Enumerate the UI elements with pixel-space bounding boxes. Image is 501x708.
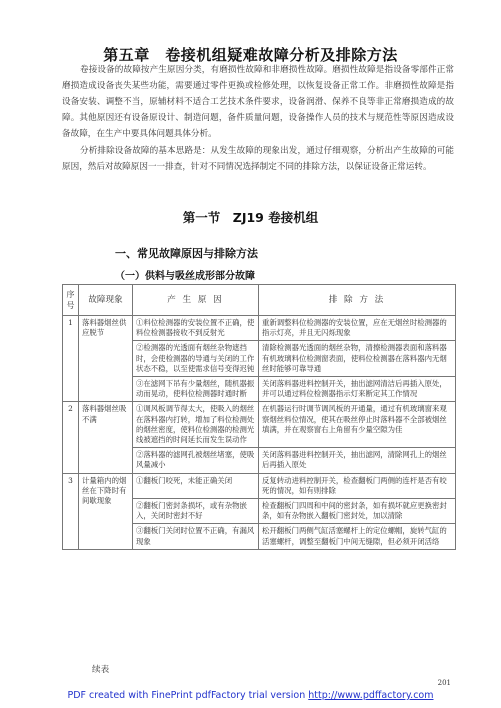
fault-cause: ①调风板调节得太大，使吸入的烟丝在落料器内打转，增加了料位检测处的烟丝密度，使料位检测器的检测光线被遮挡的时间延长而发生误动作 xyxy=(133,402,259,448)
fault-fix: 检查翻板门四周和中间的密封条，如有损坏就应更换密封条，如有杂物嵌入翻板门密封处，加以清除 xyxy=(259,499,456,524)
row-number: 3 xyxy=(63,473,79,549)
table-row xyxy=(63,402,456,448)
fault-cause: ②翻板门密封条损坏，或有杂物嵌入，关闭时密封不好 xyxy=(133,499,259,524)
intro-paragraph-1: 卷接设备的故障按产生原因分类，有磨损性故障和非磨损性故障。磨损性故障是指设备零部件正常磨损造成设备丧失某些功能，需要通过零件更换或检修处理，以恢复设备正常工作。非磨损性故障是指设备安装、调整不当，原辅材料不适合工艺技术条件要求，设备润滑、保养不良等非正常磨损造成的故障。其他原因还有设备原设计、制造问题，备件质量问题，设备操作人员的技术与规范性等原因造成设备故障，在生产中要具体问题具体分析。 xyxy=(62,65,454,139)
fault-cause: ②落料器的滤网孔被烟丝堵塞，使吸风量减小 xyxy=(133,448,259,473)
chapter-title: 第五章 卷接机组疑难故障分析及排除方法 xyxy=(103,46,398,64)
sub-subsection-heading: （一）供料与吸丝成形部分故障 xyxy=(115,271,255,282)
fault-fix: 关闭落料器进料控制开关，抽出滤网清洁后再插入原处，并可以通过料位检测器指示灯来断定其工作情况 xyxy=(259,377,456,402)
header-fix: 排 除 方 法 xyxy=(259,285,456,316)
row-number: 1 xyxy=(63,316,79,402)
fault-cause: ③翻板门关闭时位置不正确，有漏风现象 xyxy=(133,524,259,549)
fault-cause: ②检测器的光透面有烟丝杂物遮挡时，会使检测器的导通与关闭的工作状态不稳，以至使需求信号变得迟钝 xyxy=(133,341,259,377)
header-cause: 产 生 原 因 xyxy=(133,285,259,316)
header-symptom: 故障现象 xyxy=(79,285,133,316)
continued-label: 续表 xyxy=(92,665,110,675)
fault-fix: 重新调整料位检测器的安装位置，应在无烟丝时检测器的指示灯亮，并且无闪烁现象 xyxy=(259,316,456,341)
header-no: 序号 xyxy=(63,285,79,316)
fault-cause: ③在滤网下吊有少量烟丝，随机器振动而晃动，使料位检测器时通时断 xyxy=(133,377,259,402)
page-number: 201 xyxy=(437,679,451,687)
subsection-heading: 一、常见故障原因与排除方法 xyxy=(115,247,258,260)
fault-fix: 在机器运行时调节调风板的开通量，通过有机玻璃窗来观察烟丝料位情况，使其在吸丝停止时落料器不全部被烟丝填满，并在观察窗右上角留有少量空隙为佳 xyxy=(259,402,456,448)
fault-table xyxy=(62,284,456,550)
fault-cause: ①料位检测器的安装位置不正确，使料位检测器接收不到反射光 xyxy=(133,316,259,341)
section-title: 第一节 ZJ19 卷接机组 xyxy=(182,210,319,225)
fault-symptom: 落料器烟丝供应脱节 xyxy=(79,316,133,402)
footer-text: PDF created with FinePrint pdfFactory trial version xyxy=(67,690,309,701)
intro-paragraph-2: 分析排除设备故障的基本思路是：从发生故障的现象出发，通过仔细观察，分析出产生故障的可能原因，然后对故障原因一一排查，针对不同情况选择制定不同的排除方法，以保证设备正常运转。 xyxy=(62,146,454,172)
fault-fix: 反复转动进料控制开关，检查翻板门两侧的连杆是否有咬死的情况，如有则排除 xyxy=(259,473,456,498)
fault-symptom: 落料器烟丝吸不满 xyxy=(79,402,133,473)
table-header-row xyxy=(63,285,456,316)
pdf-footer xyxy=(0,690,501,701)
fault-fix: 清除检测器光透面的烟丝杂物，清擦检测器表面和落料器有机玻璃料位检测窗表面，使料位检测器在落料器内无烟丝时能够可靠导通 xyxy=(259,341,456,377)
fault-cause: ①翻板门咬死，未能正确关闭 xyxy=(133,473,259,498)
table-row xyxy=(63,316,456,341)
fault-fix: 关闭落料器进料控制开关，抽出滤网，清除网孔上的烟丝后再插入原处 xyxy=(259,448,456,473)
fault-symptom: 计量箱内的烟丝在下降时有间歇现象 xyxy=(79,473,133,549)
fault-fix: 松开翻板门两侧气缸活塞螺杆上的定位螺帽，旋转气缸的活塞螺杆，调整至翻板门中间无缝隙，但必须开闭活络 xyxy=(259,524,456,549)
table-row xyxy=(63,473,456,498)
row-number: 2 xyxy=(63,402,79,473)
footer-link[interactable]: http://www.pdffactory.com xyxy=(308,690,434,701)
